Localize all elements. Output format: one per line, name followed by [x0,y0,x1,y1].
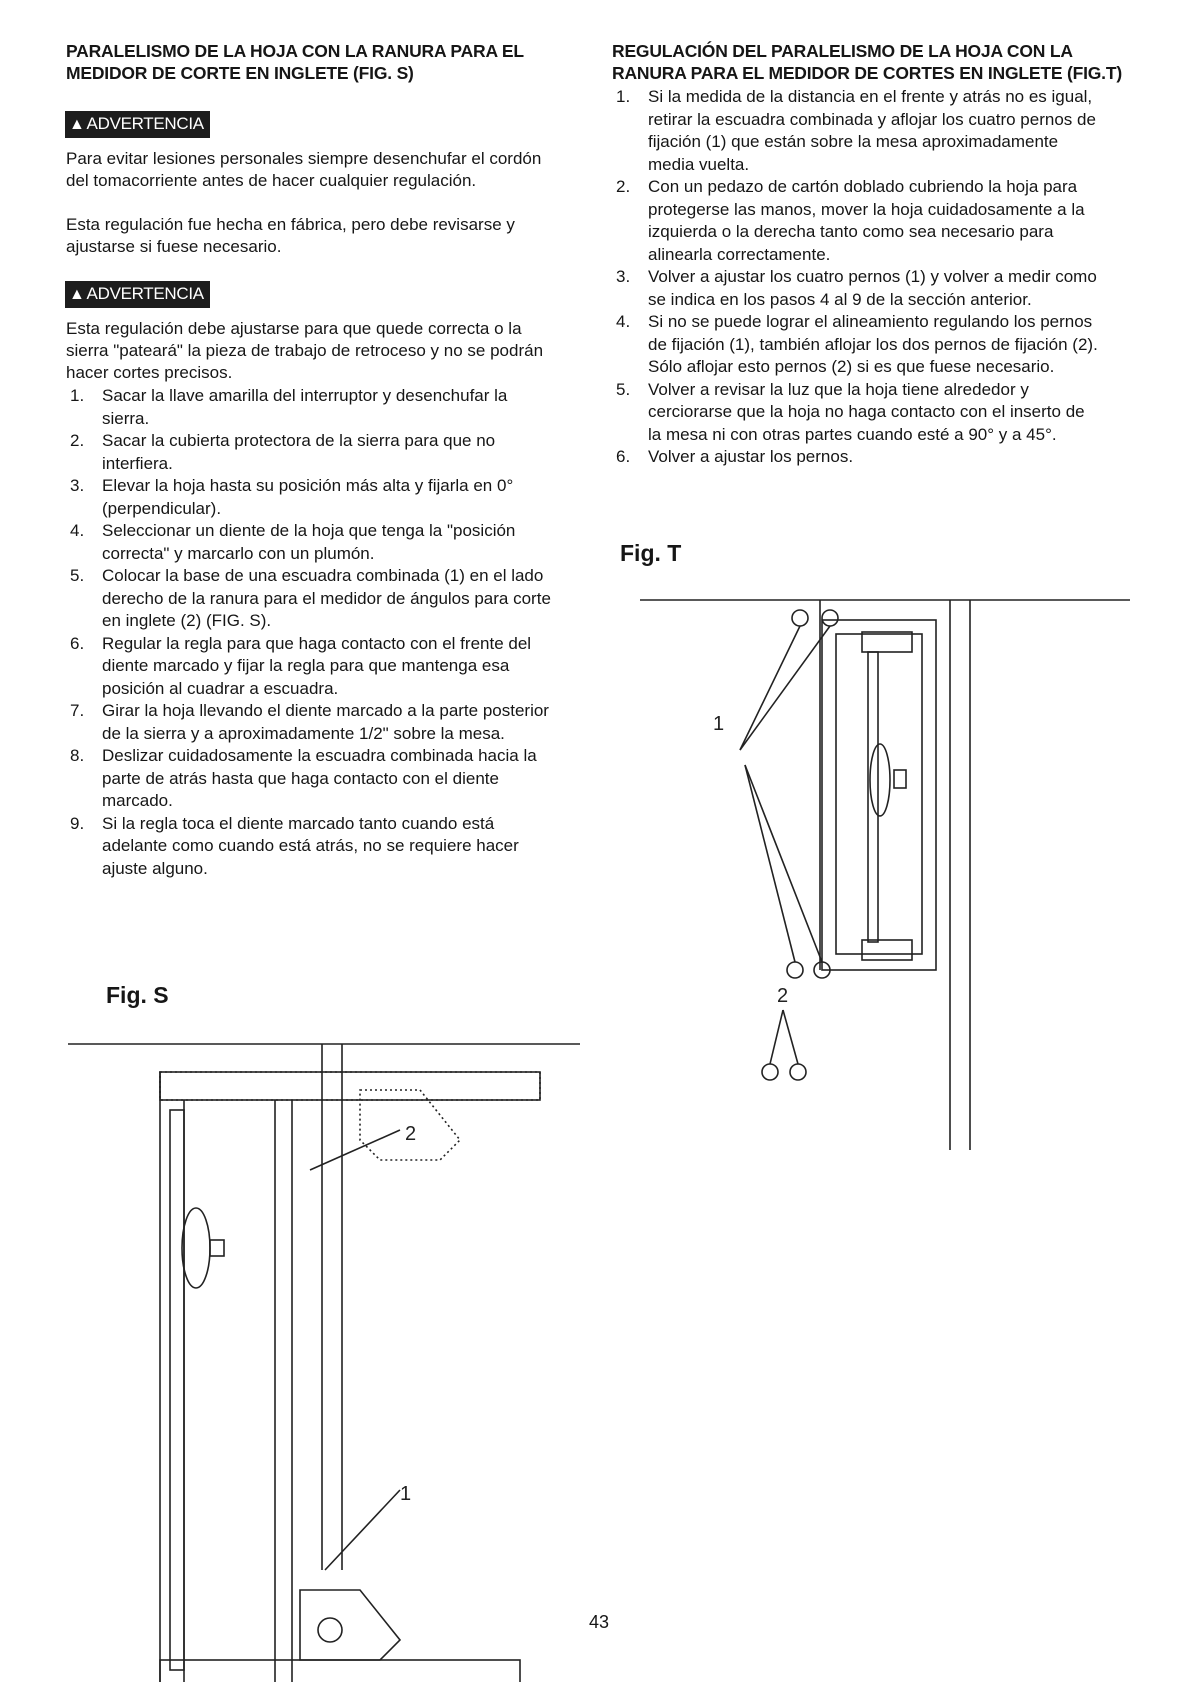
warning-triangle-icon: ▲ [69,286,85,303]
blade-strip [868,652,878,942]
ruler-bottom [160,1660,520,1682]
callout-1: 1 [400,1483,412,1505]
bolt-icon [762,1064,778,1080]
warning-label: ADVERTENCIA [86,114,204,133]
text-line: alinearla correctamente. [648,244,831,264]
callout-leader [745,765,795,962]
text-line: Sólo aflojar esto pernos (2) si es que fuese necesario. [648,357,1055,376]
text-line: hacer cortes precisos. [66,363,233,382]
text-line: Sacar la llave amarilla del interruptor y desenchufar la [102,386,508,405]
warning-label: ADVERTENCIA [86,284,204,303]
text-line: fijación (1) que están sobre la mesa aproximadamente [648,132,1059,151]
text-line: sierra "pateará" la pieza de trabajo de retroceso y no se podrán [66,341,544,360]
text-line: Para evitar lesiones personales siempre desenchufar el cordón [66,149,542,168]
steps-list [66,385,606,880]
plate-slot-top [862,632,912,652]
text-line: Sacar la cubierta protectora de la sierra para que no [102,431,496,450]
text-line: Volver a ajustar los cuatro pernos (1) y volver a medir como [648,267,1097,286]
figure-label: Fig. S [106,982,169,1008]
text-line: cerciorarse que la hoja no haga contacto con el inserto de [648,402,1085,421]
warning-text [66,318,543,384]
text-line: en inglete (2) (FIG. S). [102,611,272,630]
warning-triangle-icon: ▲ [69,116,85,133]
factory-note [66,214,515,258]
callout-leader-2 [310,1130,400,1170]
text-line: Seleccionar un diente de la hoja que tenga la "posición [102,521,516,540]
ruler-top-dashed [160,1072,540,1100]
text-line: diente marcado y fijar la regla para que mantenga esa [102,656,510,675]
text-line: derecho de la ranura para el medidor de ángulos para corte [102,588,551,608]
list-item [66,430,606,475]
text-line: posición al cuadrar a escuadra. [102,678,339,698]
text-line: Esta regulación fue hecha en fábrica, pero debe revisarse y [66,215,515,234]
text-line: Con un pedazo de cartón doblado cubriendo la hoja para [648,177,1078,196]
throat-plate-inner [836,634,922,954]
text-line: izquierda o la derecha tanto como sea necesario para [648,222,1054,241]
heading-line: RANURA PARA EL MEDIDOR DE CORTES EN INGLETE (FIG.T) [612,63,1122,83]
bolt-icon [790,1064,806,1080]
text-line: de la sierra y a aproximadamente 1/2" sobre la mesa. [102,723,505,743]
arbor-bolt [894,770,906,788]
step-number: 5. [70,566,85,585]
arbor-nut [182,1208,210,1288]
step-number: 6. [616,447,631,466]
figure-label: Fig. T [620,540,682,566]
steps-list [612,86,1152,469]
heading-line: PARALELISMO DE LA HOJA CON LA RANURA PARA EL [66,41,524,61]
text-line: parte de atrás hasta que haga contacto con el diente [102,768,499,788]
step-number: 1. [70,386,85,405]
list-item [66,520,606,565]
text-line: Si la regla toca el diente marcado tanto cuando está [102,813,495,833]
list-item [612,176,1152,266]
list-item [66,475,606,520]
list-item [66,385,606,430]
text-line: del tomacorriente antes de hacer cualquier regulación. [66,171,477,190]
callout-leader [740,626,830,750]
heading-line: MEDIDOR DE CORTE EN INGLETE (FIG. S) [66,63,414,83]
step-number: 4. [70,521,85,540]
step-number: 3. [616,267,631,286]
arbor-nut [870,744,890,816]
list-item [66,813,606,881]
step-number: 2. [616,177,631,196]
step-number: 1. [616,87,631,106]
text-line: Volver a ajustar los pernos. [648,447,854,466]
ruler-top [160,1072,540,1100]
step-number: 2. [70,431,85,450]
list-item [66,633,606,701]
text-line: de fijación (1), también aflojar los dos pernos de fijación (2). [648,334,1098,354]
callout-2: 2 [777,985,789,1007]
text-line: marcado. [102,791,173,810]
section-heading-fig-s [66,40,524,84]
bolt-icon [822,610,838,626]
text-line: ajuste alguno. [102,858,208,878]
list-item [66,565,606,633]
text-line: Si la medida de la distancia en el frente y atrás no es igual, [648,87,1093,106]
warning-text [66,148,541,192]
list-item [66,700,606,745]
text-line: interfiera. [102,453,173,473]
text-line: correcta" y marcarlo con un plumón. [102,543,375,563]
text-line: protegerse las manos, mover la hoja cuidadosamente a la [648,199,1085,219]
text-line: Si no se puede lograr el alineamiento regulando los pernos [648,312,1093,331]
step-number: 6. [70,633,85,653]
step-number: 5. [616,379,631,399]
text-line: (perpendicular). [102,498,222,518]
figure-t-illustration [640,590,1130,1210]
list-item [612,446,1152,469]
list-item [66,745,606,813]
list-item [612,86,1152,176]
bolt-icon [787,962,803,978]
callout-leader [770,1010,783,1064]
text-line: Girar la hoja llevando el diente marcado a la parte posterior [102,701,549,720]
text-line: Esta regulación debe ajustarse para que quede correcta o la [66,319,522,338]
text-line: sierra. [102,408,150,428]
callout-2: 2 [405,1123,417,1145]
callout-leader [745,765,822,962]
figure-s-illustration [60,1030,580,1600]
text-line: media vuelta. [648,154,750,174]
text-line: adelante como cuando está atrás, no se requiere hacer [102,836,519,855]
step-number: 4. [616,312,631,331]
throat-plate-outer [822,620,936,970]
text-line: Colocar la base de una escuadra combinada (1) en el lado [102,566,544,585]
plate-slot-bottom [862,940,912,960]
step-number: 8. [70,746,85,765]
callout-1: 1 [713,713,725,735]
callout-leader [740,626,800,750]
list-item [612,379,1152,447]
callout-leader [783,1010,798,1064]
bolt-icon [792,610,808,626]
text-line: la mesa ni con otras partes cuando esté a 90° y a 45°. [648,424,1057,444]
step-number: 3. [70,476,85,495]
text-line: retirar la escuadra combinada y aflojar los cuatro pernos de [648,109,1096,129]
text-line: Deslizar cuidadosamente la escuadra combinada hacia la [102,746,537,765]
list-item [612,311,1152,379]
heading-line: REGULACIÓN DEL PARALELISMO DE LA HOJA CON LA [612,41,1073,61]
text-line: Volver a revisar la luz que la hoja tiene alrededor y [648,379,1029,399]
text-line: ajustarse si fuese necesario. [66,237,282,256]
callout-leader-1 [325,1490,400,1570]
arbor-bolt [210,1240,224,1256]
warning-badge [65,281,210,308]
text-line: Elevar la hoja hasta su posición más alta y fijarla en 0° [102,476,514,495]
step-number: 7. [70,701,85,720]
text-line: se indica en los pasos 4 al 9 de la sección anterior. [648,289,1032,309]
text-line: Regular la regla para que haga contacto con el frente del [102,633,532,653]
section-heading-fig-t [612,40,1122,84]
list-item [612,266,1152,311]
warning-badge [65,111,210,138]
page-number: 43 [588,1612,610,1632]
step-number: 9. [70,813,85,833]
tooth-strip [170,1110,184,1670]
